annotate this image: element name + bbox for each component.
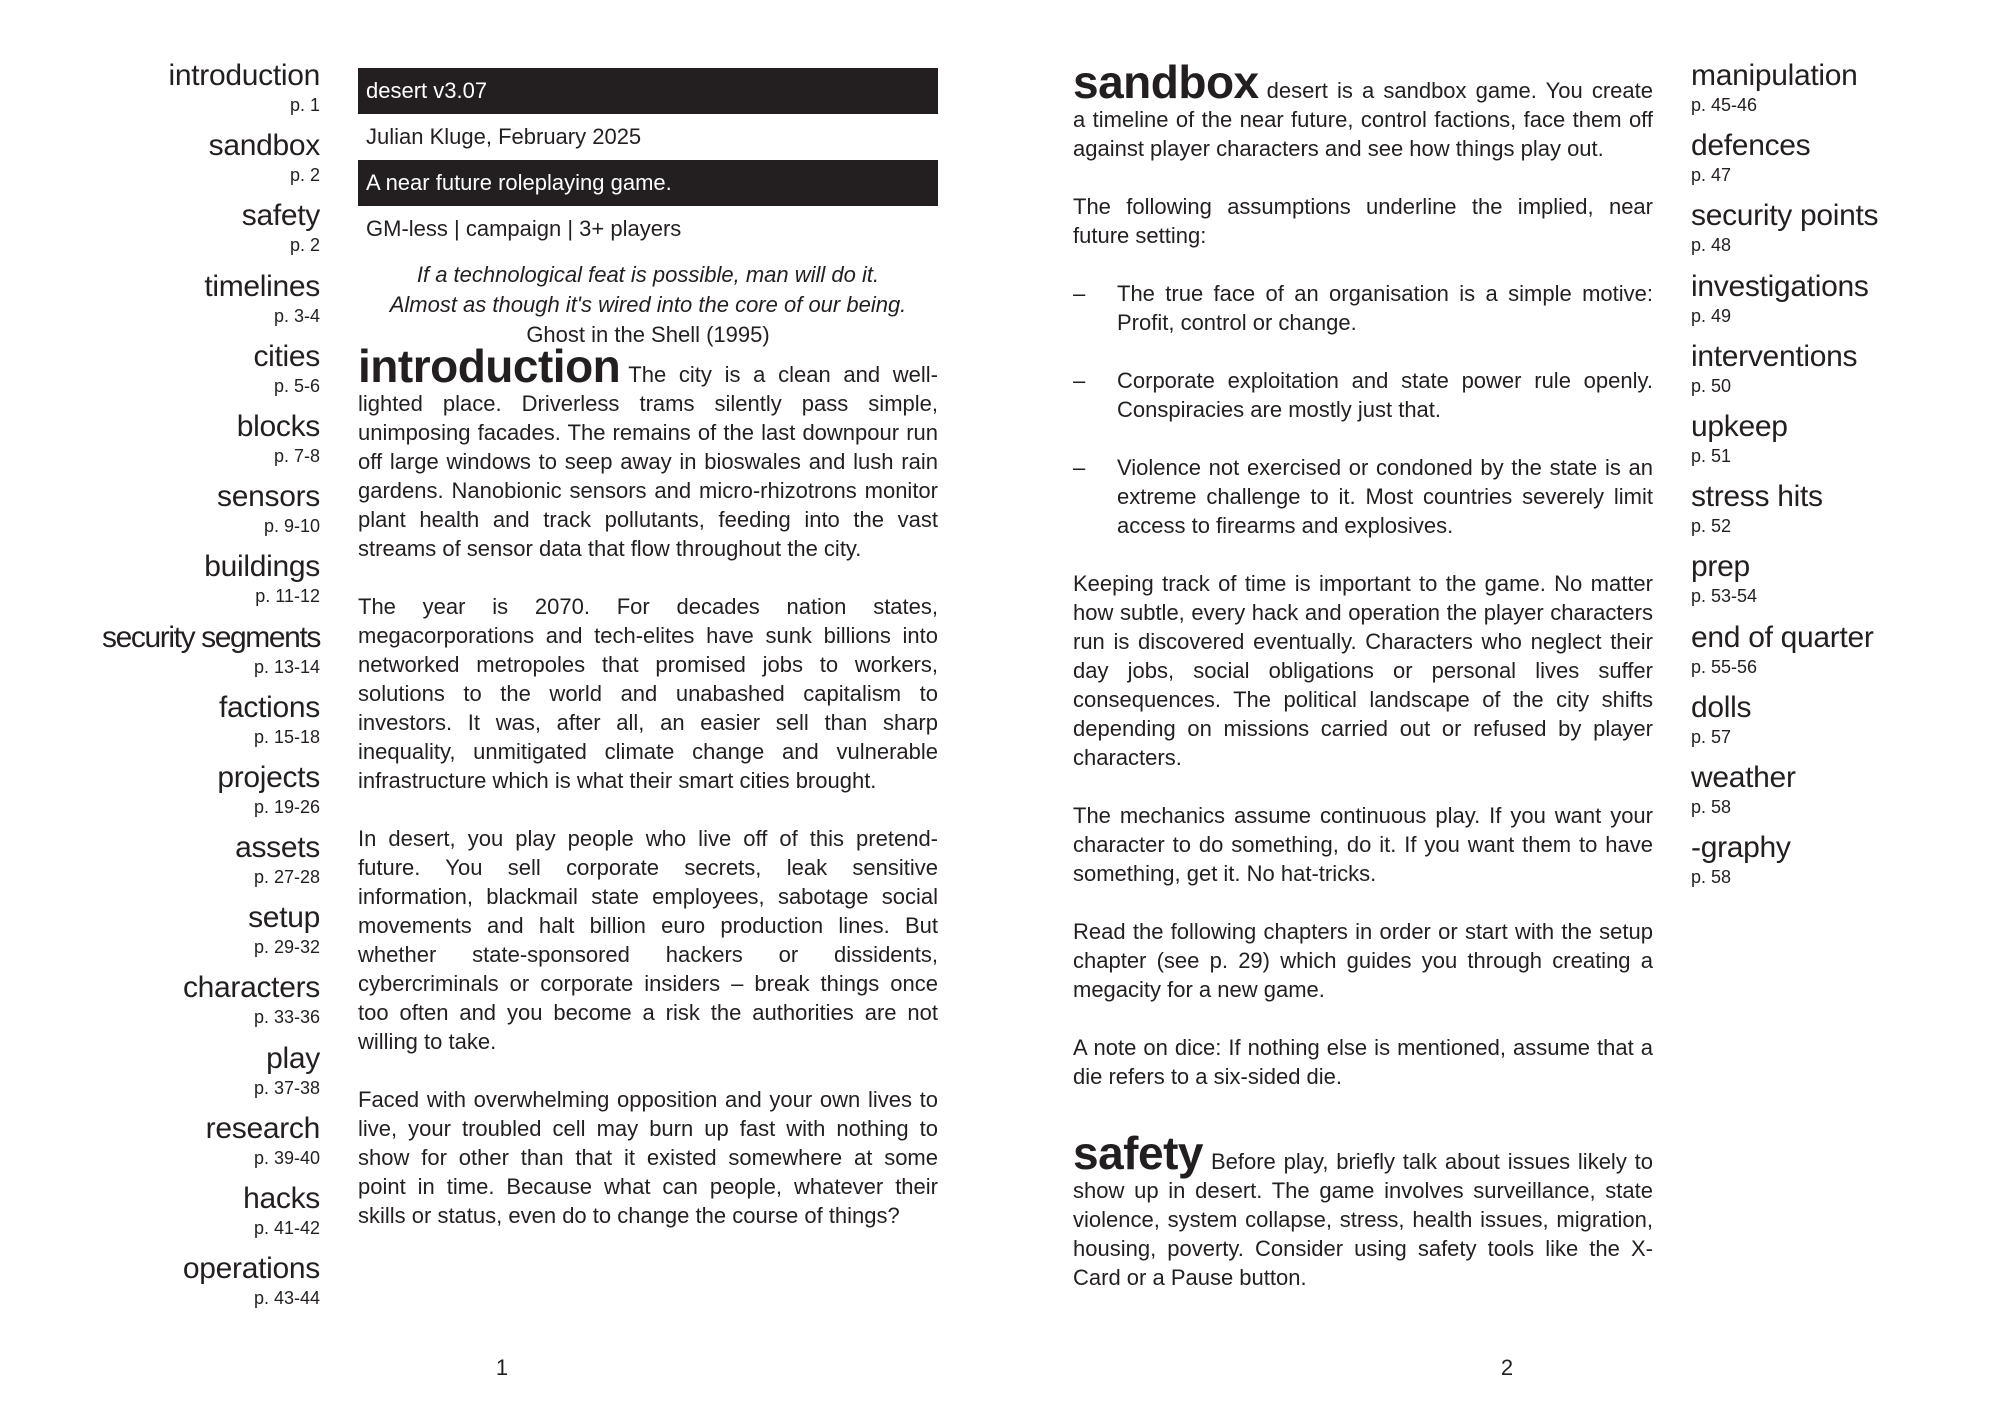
assumptions-list [1073,279,1653,540]
toc-title: factions [219,690,320,724]
page-1-column [358,68,938,1259]
bullet-dash: – [1073,368,1086,393]
paragraph-text: The city is a clean and well-lighted place. Driverless trams silently pass simple, unimposing facades. The remains of the last downpour run off large windows to seep away in bioswales and lush rain gardens. Nanobionic sensors and micro-rhizotrons monitor plant health and track pollutants, feeding into the vast streams of sensor data that flow throughout the city. [358,362,938,561]
toc-page: p. 11-12 [255,586,320,607]
toc-title: cities [253,339,320,373]
toc-title: investigations [1691,269,1869,303]
toc-page: p. 45-46 [1691,95,1758,115]
toc-entry-projects[interactable] [60,760,320,830]
toc-title: -graphy [1691,831,1791,865]
toc-page: p. 5-6 [273,375,320,396]
toc-entry-operations[interactable] [60,1251,320,1321]
toc-page: p. 7-8 [273,445,320,466]
toc-title: introduction [168,59,320,92]
paragraph-text: Before play, briefly talk about issues likely to show up in desert. The game involves surveillance, state violence, system collapse, stress, health issues, migration, housing, poverty. Consider using safety tools like the X-Card or a Pause button. [1073,1149,1653,1290]
toc-page: p. 47 [1691,165,1732,186]
author-line: Julian Kluge, February 2025 [366,124,642,149]
toc-page: p. 50 [1691,375,1732,396]
toc-page: p. 2 [289,235,320,256]
toc-entry-sensors[interactable] [60,479,320,549]
toc-title: blocks [236,409,320,443]
bullet-dash: – [1073,455,1086,480]
section-heading-sandbox: sandbox [1073,56,1259,108]
toc-title: security points [1691,199,1879,233]
toc-page: p. 55-56 [1691,656,1758,677]
toc-page: p. 15-18 [253,726,320,747]
toc-page: p. 19-26 [253,796,320,817]
list-item-text: Violence not exercised or condoned by the state is an extreme challenge to it. Most countries severely limit access to firearms and explosives. [1117,455,1653,538]
page-number-2: 2 [1500,1355,1514,1380]
list-item [1073,366,1653,424]
paragraph: A note on dice: If nothing else is mentioned, assume that a die refers to a six-sided die. [1073,1035,1653,1089]
paragraph: Faced with overwhelming opposition and your own lives to live, your troubled cell may burn up fast with nothing to show for other than that it existed somewhere at some point in time. Because what can people, whatever their skills or status, even do to change the course of things? [358,1087,938,1228]
toc-page: p. 33-36 [253,1007,320,1028]
toc-entry-interventions[interactable] [1691,339,1971,409]
paragraph: The mechanics assume continuous play. If you want your character to do something, do it. If you want them to have something, get it. No hat-tricks. [1073,803,1653,886]
epigraph-line: If a technological feat is possible, man will do it. [416,262,880,287]
toc-title: play [266,1041,320,1075]
toc-page: p. 57 [1691,726,1732,747]
toc-title: setup [248,901,320,935]
toc-entry-security-segments[interactable] [60,620,320,690]
list-item [1073,453,1653,540]
paragraph: The year is 2070. For decades nation states, megacorporations and tech-elites have sunk billions into networked metropoles that promised jobs to workers, solutions to the world and unabashed capitalism to investors. It was, after all, an easier sell than sharp inequality, unmitigated climate change and vulnerable infrastructure which is what their smart cities brought. [358,594,938,793]
intro-paragraph [358,340,938,563]
toc-page: p. 51 [1691,445,1732,466]
toc-title: interventions [1691,339,1858,373]
toc-entry-buildings[interactable] [60,549,320,619]
paragraph: Keeping track of time is important to the game. No matter how subtle, every hack and operation the player characters run is discovered eventually. Characters who neglect their day jobs, social obligations or personal lives suffer consequences. The political landscape of the city shifts depending on missions carried out or refused by player characters. [1073,571,1653,770]
game-meta-line: GM-less | campaign | 3+ players [366,216,682,241]
toc-entry-setup[interactable] [60,900,320,970]
toc-entry-sandbox[interactable] [60,128,320,198]
toc-page: p. 58 [1691,867,1732,888]
section-heading-introduction: introduction [358,340,621,392]
toc-entry-dolls[interactable] [1691,690,1971,760]
toc-page: p. 43-44 [253,1288,320,1309]
toc-entry-cities[interactable] [60,339,320,409]
paragraph: In desert, you play people who live off of this pretend-future. You sell corporate secrets, leak sensitive information, blackmail state employees, sabotage social movements and halt billion euro production lines. But whether state-sponsored hackers or dissidents, cybercriminals or corporate insiders – break things once too often and you become a risk the authorities are not willing to take. [358,826,938,1054]
toc-entry-hacks[interactable] [60,1181,320,1251]
bullet-dash: – [1073,281,1086,306]
toc-page: p. 27-28 [253,867,320,888]
toc-page: p. 53-54 [1691,586,1758,607]
toc-page: p. 41-42 [253,1218,320,1238]
toc-title: sandbox [208,129,320,163]
toc-title: upkeep [1691,409,1788,443]
toc-entry-assets[interactable] [60,830,320,900]
toc-page: p. 39-40 [253,1147,320,1168]
toc-entry-prep[interactable] [1691,549,1971,619]
toc-entry-weather[interactable] [1691,760,1971,830]
toc-entry-timelines[interactable] [60,269,320,339]
paragraph: The following assumptions underline the implied, near future setting: [1073,194,1653,248]
paragraph-text: desert is a sandbox game. You create a timeline of the near future, control factions, face them off against player characters and see how things play out. [1073,78,1653,161]
toc-title: operations [182,1252,320,1286]
toc-title: assets [235,831,320,865]
toc-page: p. 58 [1691,796,1732,817]
toc-title: research [205,1111,320,1145]
toc-title: hacks [243,1182,320,1215]
toc-page: p. 1 [289,95,320,115]
toc-entry-research[interactable] [60,1111,320,1181]
toc-entry-stress-hits[interactable] [1691,479,1971,549]
toc-page: p. 2 [289,165,320,186]
list-item-text: Corporate exploitation and state power rule openly. Conspiracies are mostly just that. [1117,368,1653,422]
safety-paragraph [1073,1127,1653,1292]
toc-entry-safety[interactable] [60,198,320,268]
toc-page: p. 13-14 [253,656,320,677]
list-item [1073,279,1653,337]
toc-entry-graphy[interactable] [1691,830,1971,900]
paragraph: Read the following chapters in order or start with the setup chapter (see p. 29) which guides you through creating a megacity for a new game. [1073,919,1653,1002]
sandbox-paragraph [1073,56,1653,163]
toc-entry-characters[interactable] [60,970,320,1040]
page-number-1: 1 [495,1355,509,1380]
epigraph [358,260,938,350]
toc-title: projects [217,760,320,794]
toc-page: p. 49 [1691,305,1732,326]
list-item-text: The true face of an organisation is a simple motive: Profit, control or change. [1117,281,1653,335]
toc-title: manipulation [1691,59,1858,92]
page-2-column [1073,56,1653,1321]
toc-title: security segments [102,620,320,654]
toc-page: p. 52 [1691,516,1732,537]
toc-entry-factions[interactable] [60,690,320,760]
toc-entry-upkeep[interactable] [1691,409,1971,479]
toc-entry-investigations[interactable] [1691,269,1971,339]
toc-title: prep [1691,550,1750,584]
toc-page: p. 9-10 [263,516,320,537]
toc-title: dolls [1691,690,1752,724]
toc-title: buildings [204,550,320,584]
toc-title: end of quarter [1691,620,1874,654]
toc-left [60,58,320,1321]
toc-title: stress hits [1691,480,1823,514]
toc-title: sensors [217,480,320,514]
toc-title: weather [1691,760,1796,794]
toc-page: p. 29-32 [253,937,320,958]
toc-entry-play[interactable] [60,1041,320,1111]
toc-entry-defences[interactable] [1691,128,1971,198]
toc-title: defences [1691,129,1811,163]
toc-page: p. 3-4 [273,305,320,326]
toc-title: timelines [204,269,320,303]
toc-page: p. 37-38 [253,1077,320,1098]
toc-entry-manipulation[interactable] [1691,58,1971,128]
section-heading-safety: safety [1073,1127,1203,1179]
toc-entry-blocks[interactable] [60,409,320,479]
toc-title: safety [241,199,320,233]
epigraph-line: Almost as though it's wired into the core of our being. [389,292,907,317]
toc-page: p. 48 [1691,235,1732,256]
document-title-bar: desert v3.07 [358,68,938,114]
tagline-bar: A near future roleplaying game. [358,160,938,206]
toc-entry-introduction[interactable] [60,58,320,128]
toc-entry-end-of-quarter[interactable] [1691,620,1971,690]
toc-title: characters [182,971,320,1005]
epigraph-source: Ghost in the Shell (1995) [526,322,770,347]
toc-right [1691,58,1971,900]
toc-entry-security-points[interactable] [1691,198,1971,268]
